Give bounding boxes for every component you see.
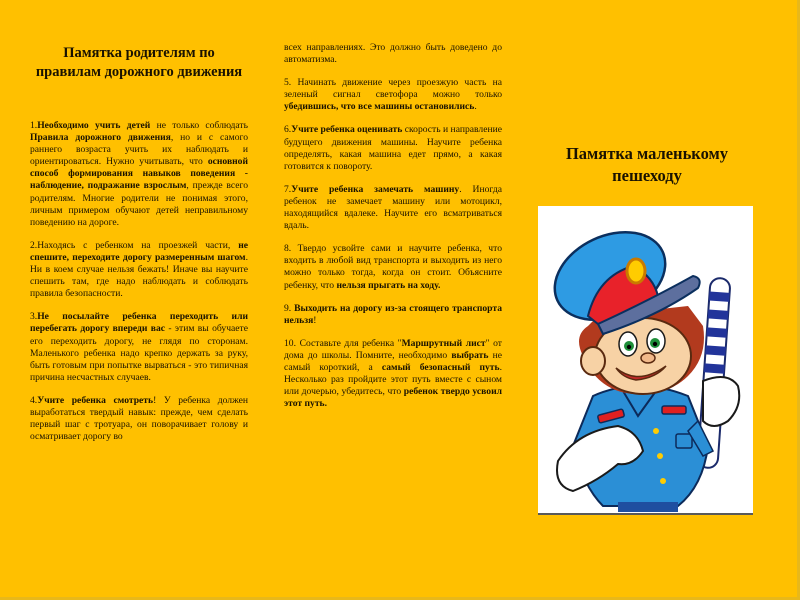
left-panel-text [30,120,248,454]
left_panel-paragraph-2 [30,240,248,300]
middle_panel-paragraph-4 [284,184,502,232]
bold-text: самый безопасный путь [381,361,500,373]
text: 8. Твердо усвойте сами и научите ребенка, что входить в любой вид транспорта и выходить из него можно только тогда, когда он стоит. Объясните ребенку, что [284,243,502,291]
left_panel-paragraph-1 [30,120,248,229]
bold-text: Необходимо учить детей [37,120,151,131]
bold-text: ребенок твердо усвоил этот путь. [284,386,502,410]
text: , но и с самого раннего возраста учить их наблюдать и ориентироваться. Нужно учитывать, что [30,132,248,168]
bold-text: выбрать [451,349,489,361]
text: всех направлениях. Это должно быть доведено до автоматизма. [284,42,502,66]
text: 7. [284,183,292,195]
text: . Ни в коем случае нельзя бежать! Иначе вы научите спешить там, где надо наблюдать и соблюдать правила безопасности. [30,251,248,300]
text: 1. [30,120,38,131]
text: . Несколько раз пройдите этот путь вместе с сыном или дочерью, убедитесь, что [284,361,502,398]
text: . [474,101,477,113]
left_panel-paragraph-3 [30,311,248,384]
text: ! [313,314,317,326]
left-panel-title: Памятка родителям по правилам дорожного движения [35,45,243,80]
bold-text: Учите ребенка оценивать [291,124,403,136]
left_panel-paragraph-4 [30,395,248,443]
text: 3. [30,311,38,323]
text: ! У ребенка должен выработаться твердый навык: прежде, чем сделать первый шаг с тротуара, он поворачивает голову и осматривает дорогу во [30,394,248,443]
traffic-police-boy-icon [538,206,753,515]
bold-text: основной способ формирования навыков поведения - наблюдение, подражание взрослым [30,156,248,192]
middle_panel-paragraph-2 [284,77,502,113]
middle-panel-text [284,42,502,421]
middle_panel-paragraph-5 [284,243,502,291]
bold-text: Учите ребенка замечать машину [291,183,460,195]
bold-text: Правила дорожного движения [30,132,171,144]
traffic-police-boy-image [538,206,753,515]
text: 4. [30,394,38,406]
bold-text: Выходить на дорогу из-за стоящего транспорта нельзя [284,302,502,326]
text: 6. [284,124,292,136]
text: , прежде всего родителям. Многие родители не понимая этого, личным примером обучают детей неправильному поведению на дороге. [30,180,248,228]
bold-text: Маршрутный лист [401,337,486,349]
text: 2.Находясь с ребенком на проезжей части, [30,239,239,251]
bold-text: Не посылайте ребенка переходить или перебегать дорогу впереди вас [30,311,248,335]
middle_panel-paragraph-6 [284,303,502,327]
middle_panel-paragraph-7 [284,338,502,411]
text: - этим вы обучаете его переходить дорогу, не глядя по сторонам. Маленького ребенка надо крепко держать за руку, быть готовым при попытке вырваться - это типичная причина несчастных случаев. [30,323,248,383]
bold-text: Учите ребенка смотреть [37,394,154,406]
middle_panel-paragraph-1 [284,42,502,66]
bold-text: убедившись, что все машины остановились [284,101,475,113]
text: скорость и направление будущего движения машины. Научите ребенка определять, какая машина едет прямо, а какая готовится к повороту. [284,124,502,172]
text: 9. [284,302,295,314]
text: 10. Составьте для ребенка " [284,337,402,349]
bold-text: не спешите, переходите дорогу размеренным шагом [30,239,248,263]
right-panel-title: Памятка маленькому пешеходу [565,144,729,185]
text: " от дома до школы. Помните, необходимо [284,337,502,361]
bold-text: нельзя прыгать на ходу. [336,279,441,291]
text: 5. Начинать движение через проезжую часть на зеленый сигнал светофора можно только [284,77,502,101]
text: . Иногда ребенок не замечает машину или мотоцикл, находящийся вдалеке. Научите его всматриваться вдаль. [284,183,502,232]
text: не самый короткий, а [284,349,502,373]
middle_panel-paragraph-3 [284,124,502,172]
text: не только соблюдать [150,120,248,131]
